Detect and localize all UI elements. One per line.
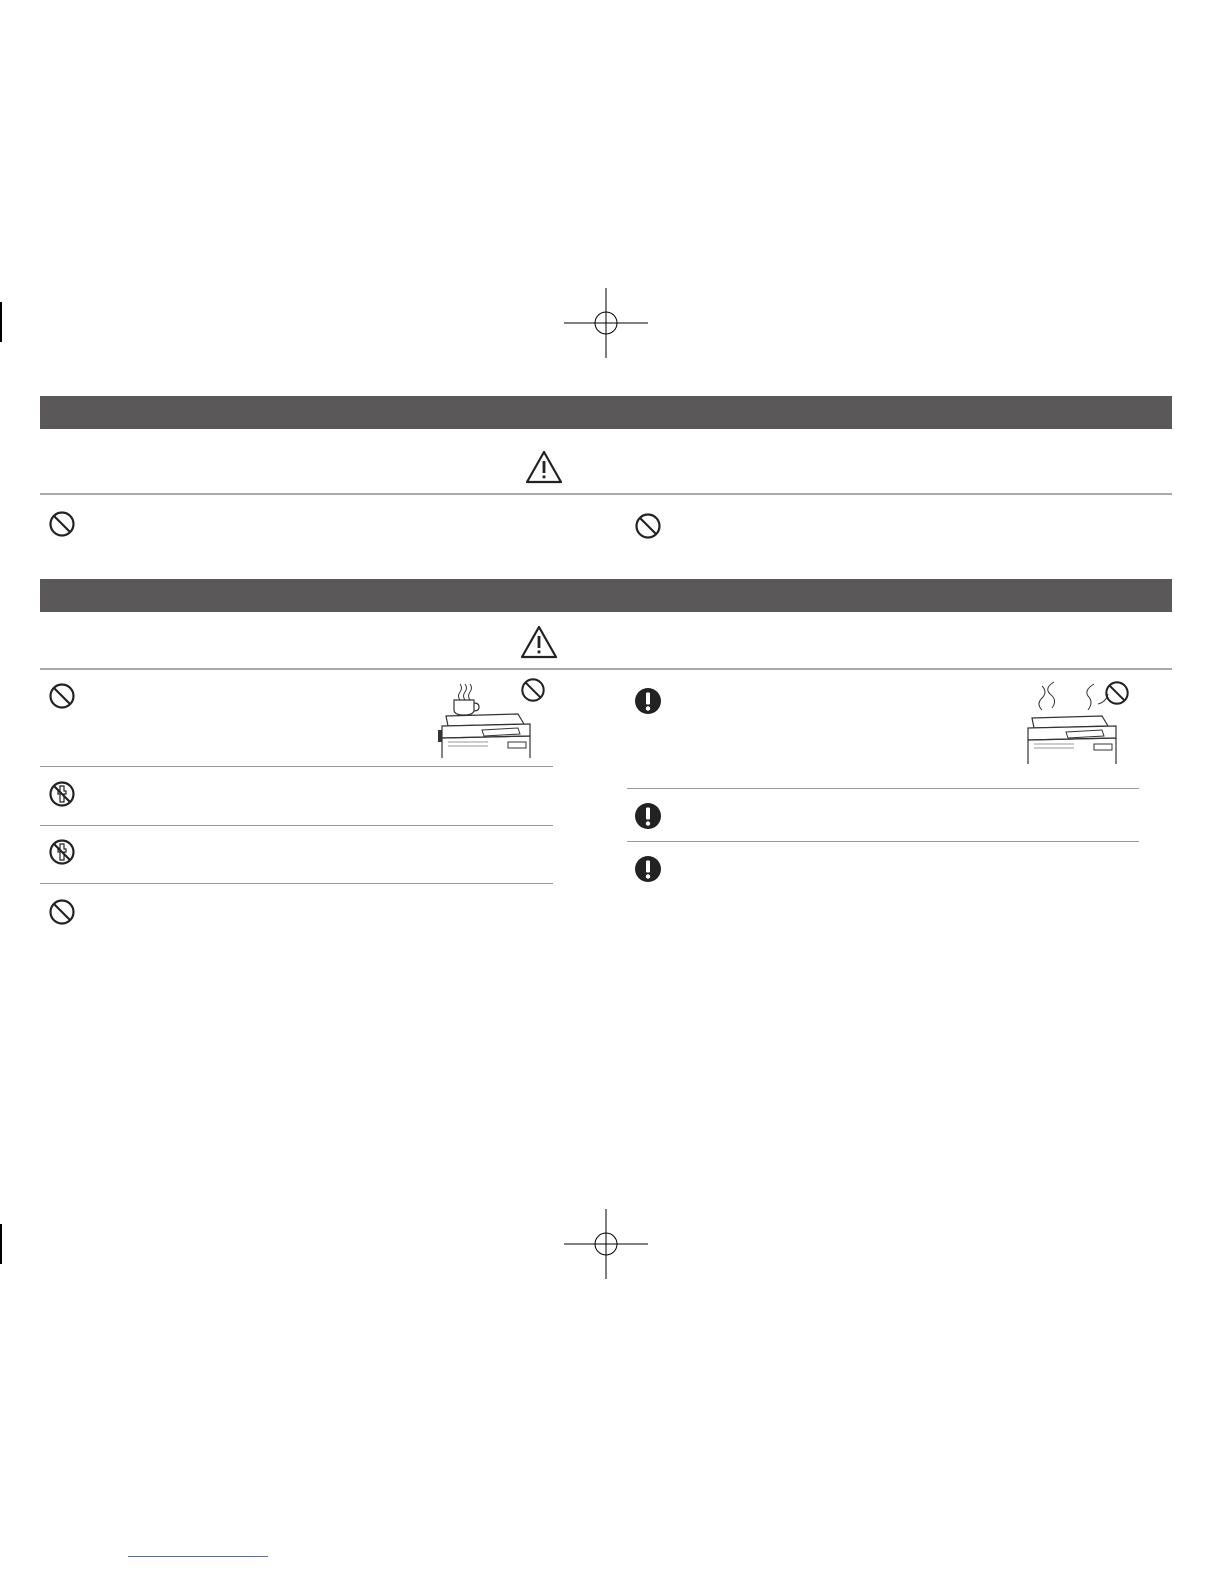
warning-triangle-icon <box>525 450 563 484</box>
registration-mark-icon <box>564 288 648 358</box>
item-divider <box>40 883 553 884</box>
mandatory-action-icon <box>634 802 662 830</box>
prohibited-icon <box>634 512 662 540</box>
crop-mark-bottom-left <box>0 1224 2 1264</box>
prohibited-icon <box>48 898 76 926</box>
mandatory-action-icon <box>634 687 662 715</box>
section-header-bar <box>40 396 1172 429</box>
footer-underline <box>128 1556 268 1557</box>
item-divider <box>627 788 1139 789</box>
no-disassembly-icon <box>48 838 76 866</box>
registration-mark-icon <box>564 1209 648 1279</box>
prohibited-icon <box>48 510 76 538</box>
prohibited-icon <box>1104 680 1130 706</box>
prohibited-icon <box>48 682 76 710</box>
item-divider <box>40 825 553 826</box>
mandatory-action-icon <box>634 855 662 883</box>
no-disassembly-icon <box>48 780 76 808</box>
item-divider <box>627 841 1139 842</box>
section-divider <box>40 668 1172 670</box>
item-divider <box>40 766 553 767</box>
section-header-bar <box>40 579 1172 612</box>
prohibited-icon <box>520 677 546 703</box>
section-divider <box>40 493 1172 495</box>
warning-triangle-icon <box>520 625 558 659</box>
crop-mark-top-left <box>0 302 2 342</box>
